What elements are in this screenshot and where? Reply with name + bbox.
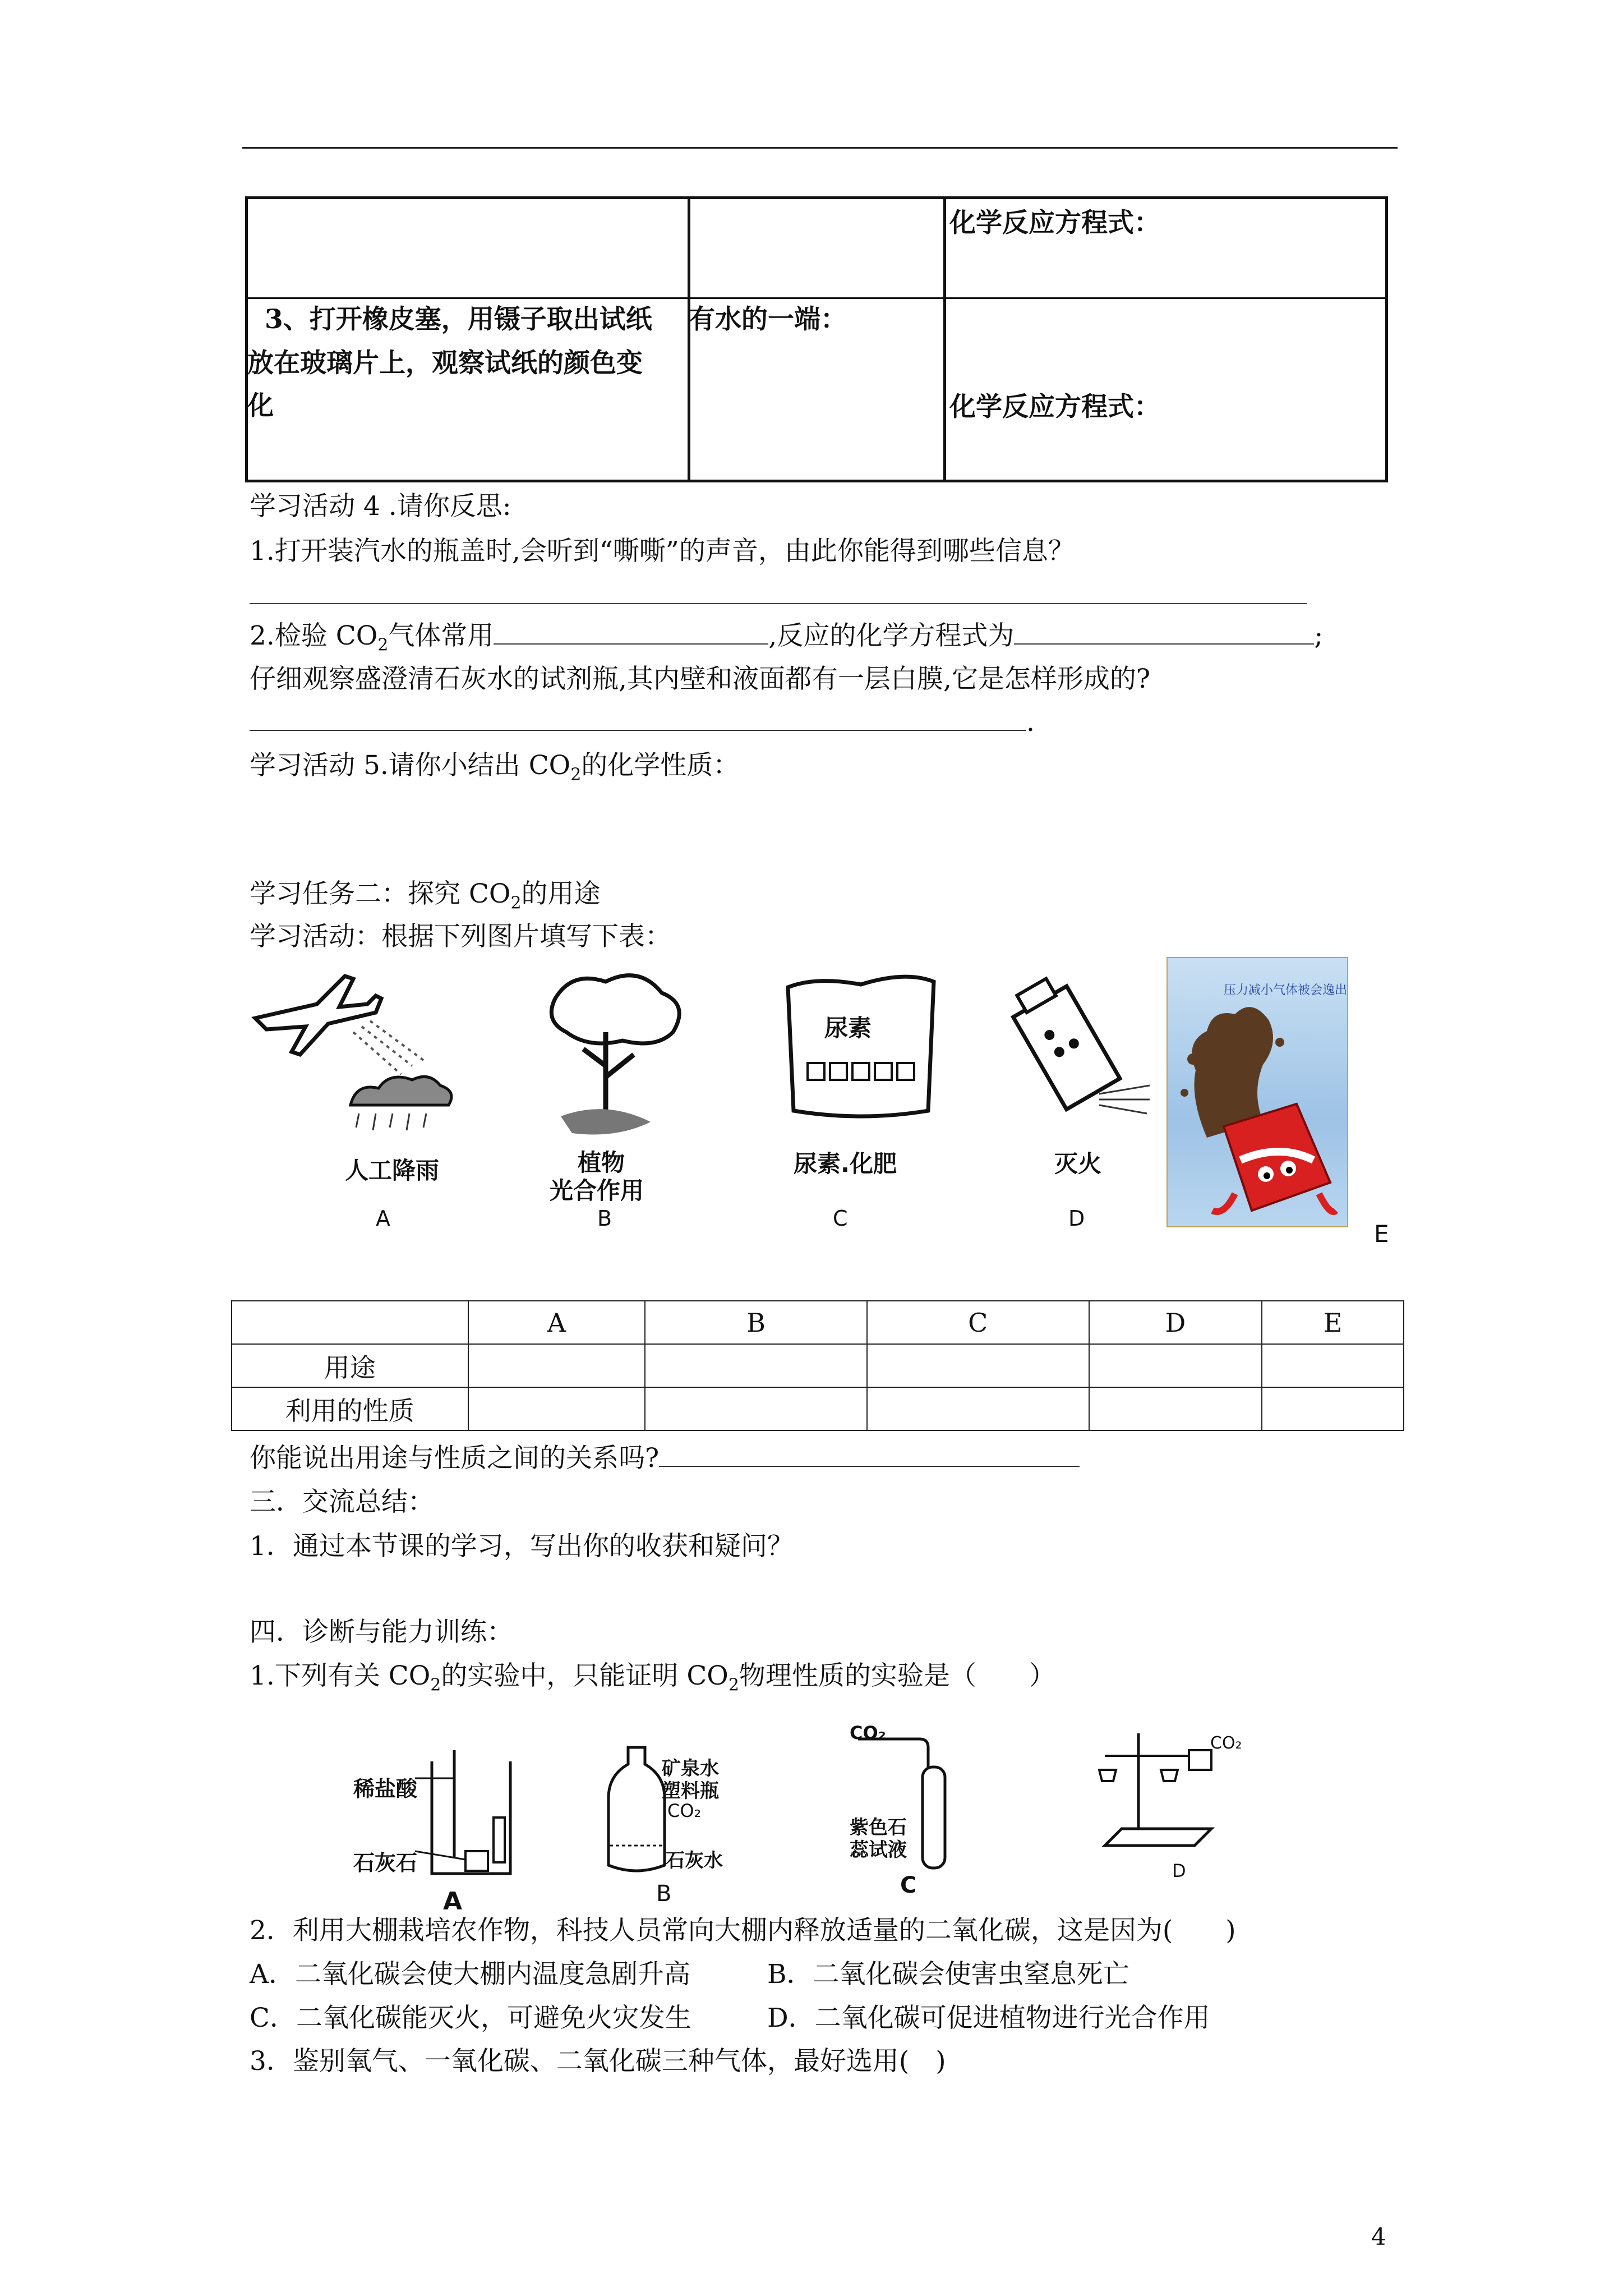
label-co2: CO₂ <box>667 1800 702 1821</box>
task2-text: 的用途 <box>521 878 601 909</box>
letter-a: A <box>443 1887 463 1916</box>
experiment-b <box>603 1742 749 1910</box>
q1-text: 物理性质的实验是（ ） <box>739 1660 1055 1691</box>
page-number: 4 <box>1371 2223 1386 2251</box>
task2-title <box>250 877 601 920</box>
letter-a: A <box>376 1206 390 1231</box>
table-divider <box>245 297 1388 299</box>
picture-d-extinguish <box>987 965 1155 1245</box>
soda-banner: 压力减小气体被会逸出 <box>1224 983 1348 997</box>
experiment-c <box>847 1722 987 1902</box>
letter-e: E <box>1374 1220 1389 1248</box>
co2-subscript: 2 <box>728 1675 739 1695</box>
activity5-text: 学习活动 5.请你小结出 CO <box>250 750 571 781</box>
picture-e-soda <box>1166 957 1348 1227</box>
header-cell: C <box>867 1301 1089 1344</box>
picture-b-plant <box>522 965 707 1245</box>
step3-line3: 化 <box>247 390 274 421</box>
activity5 <box>250 749 739 792</box>
label-plastic: 塑料瓶 <box>662 1780 719 1802</box>
q2-option-a: A．二氧化碳会使大棚内温度急剧升高 <box>250 1959 690 1990</box>
picture-a-rain <box>250 965 457 1245</box>
section3-q1: 1．通过本节课的学习，写出你的收获和疑问？ <box>250 1531 794 1562</box>
q2-option-c: C．二氧化碳能灭火，可避免火灾发生 <box>250 2003 691 2033</box>
row-label: 利用的性质 <box>232 1387 468 1430</box>
caption-c: 尿素.化肥 <box>794 1150 897 1177</box>
label-limestone: 石灰石 <box>353 1851 418 1875</box>
q2-text: ; <box>1314 620 1324 651</box>
answer-blank[interactable] <box>494 621 768 645</box>
answer-cell[interactable] <box>867 1344 1089 1387</box>
answer-cell[interactable] <box>645 1387 867 1430</box>
task2-activity: 学习活动：根据下列图片填写下表： <box>250 921 671 952</box>
equation-label: 化学反应方程式： <box>949 208 1160 238</box>
header-cell <box>232 1301 468 1344</box>
table-divider <box>943 196 946 482</box>
caption-d: 灭火 <box>1054 1150 1102 1177</box>
section4-q1 <box>250 1659 1055 1702</box>
table-divider <box>688 196 690 482</box>
label-litmus2: 蕊试液 <box>850 1839 907 1861</box>
answer-blank[interactable] <box>250 707 1026 731</box>
label-hcl: 稀盐酸 <box>353 1777 418 1801</box>
letter-d: D <box>1068 1206 1085 1231</box>
header-cell: B <box>645 1301 867 1344</box>
row-label: 用途 <box>232 1344 468 1387</box>
co2-subscript: 2 <box>570 765 582 785</box>
q1-text: 的实验中，只能证明 CO <box>441 1660 728 1691</box>
letter-c: C <box>833 1206 848 1231</box>
letter-b: B <box>656 1881 672 1907</box>
letter-b: B <box>597 1206 612 1231</box>
answer-cell[interactable] <box>1089 1387 1262 1430</box>
table-row <box>232 1387 1404 1430</box>
label-litmus1: 紫色石 <box>850 1816 907 1839</box>
answer-cell[interactable] <box>1089 1344 1262 1387</box>
label-co2: CO₂ <box>850 1722 886 1743</box>
relation-question <box>250 1442 1080 1475</box>
extinguisher-icon <box>987 965 1155 1133</box>
activity4-q2-line2: 仔细观察盛澄清石灰水的试剂瓶,其内壁和液面都有一层白膜,它是怎样形成的? <box>250 664 1151 694</box>
answer-blank[interactable] <box>659 1443 1080 1467</box>
period: . <box>1026 707 1035 738</box>
answer-cell[interactable] <box>867 1387 1089 1430</box>
q2-text: 气体常用 <box>388 620 494 651</box>
task2-text: 学习任务二：探究 CO <box>250 878 511 909</box>
letter-d: D <box>1172 1860 1186 1881</box>
uses-table <box>231 1300 1404 1431</box>
header-cell: D <box>1089 1301 1262 1344</box>
co2-subscript: 2 <box>510 893 522 913</box>
label-limewater: 石灰水 <box>666 1849 723 1872</box>
experiment-a <box>353 1745 533 1916</box>
activity4-title: 学习活动 4 .请你反思: <box>250 491 511 522</box>
answer-cell[interactable] <box>1262 1344 1404 1387</box>
activity4-q2-line3 <box>250 706 1035 739</box>
letter-c: C <box>900 1872 917 1898</box>
bag-label: 尿素 <box>824 1014 872 1042</box>
answer-blank[interactable] <box>1014 621 1314 645</box>
section4-title: 四．诊断与能力训练： <box>250 1617 513 1648</box>
answer-cell[interactable] <box>1262 1387 1404 1430</box>
co2-subscript: 2 <box>377 635 389 655</box>
step3-line1: 3、打开橡皮塞，用镊子取出试纸 <box>265 304 652 335</box>
section4-q2: 2．利用大棚栽培农作物，科技人员常向大棚内释放适量的二氧化碳，这是因为( ) <box>250 1915 1236 1946</box>
equation-label-2: 化学反应方程式： <box>949 392 1160 422</box>
header-cell: E <box>1262 1301 1404 1344</box>
caption-a: 人工降雨 <box>345 1157 440 1184</box>
experiment-table <box>245 196 1388 482</box>
step3-line2: 放在玻璃片上，观察试纸的颜色变 <box>247 348 643 379</box>
label-water: 矿泉水 <box>662 1757 719 1780</box>
q2-text: 2.检验 CO <box>250 620 378 651</box>
answer-cell[interactable] <box>468 1387 645 1430</box>
caption-b1: 植物 <box>578 1149 625 1176</box>
fertilizer-bag-icon <box>777 965 945 1133</box>
section4-q3: 3．鉴别氧气、一氧化碳、二氧化碳三种气体，最好选用( ) <box>250 2046 946 2077</box>
q2-text: ,反应的化学方程式为 <box>768 620 1015 651</box>
section3-title: 三．交流总结： <box>250 1487 434 1517</box>
table-header-row <box>232 1301 1404 1344</box>
label-co2: CO₂ <box>1210 1733 1242 1753</box>
header-rule <box>242 147 1398 149</box>
q1-text: 1.下列有关 CO <box>250 1660 431 1691</box>
answer-line[interactable] <box>250 603 1307 604</box>
answer-cell[interactable] <box>468 1344 645 1387</box>
tree-icon <box>522 965 707 1150</box>
answer-cell[interactable] <box>645 1344 867 1387</box>
picture-c-fertilizer <box>777 965 945 1245</box>
table-row <box>232 1344 1404 1387</box>
activity4-q2 <box>250 619 1323 662</box>
q2-option-b: B．二氧化碳会使害虫窒息死亡 <box>767 1959 1129 1990</box>
activity4-q1: 1.打开装汽水的瓶盖时,会听到“嘶嘶”的声音，由此你能得到哪些信息？ <box>250 536 1075 567</box>
wet-end-label: 有水的一端： <box>689 304 847 335</box>
relation-text: 你能说出用途与性质之间的关系吗? <box>250 1443 660 1474</box>
header-cell: A <box>468 1301 645 1344</box>
co2-subscript: 2 <box>430 1675 441 1695</box>
q2-option-d: D．二氧化碳可促进植物进行光合作用 <box>767 2003 1210 2033</box>
experiment-d <box>1094 1728 1242 1890</box>
caption-b2: 光合作用 <box>550 1177 644 1204</box>
activity5-text: 的化学性质： <box>581 750 740 781</box>
soda-can-icon <box>1168 958 1347 1226</box>
